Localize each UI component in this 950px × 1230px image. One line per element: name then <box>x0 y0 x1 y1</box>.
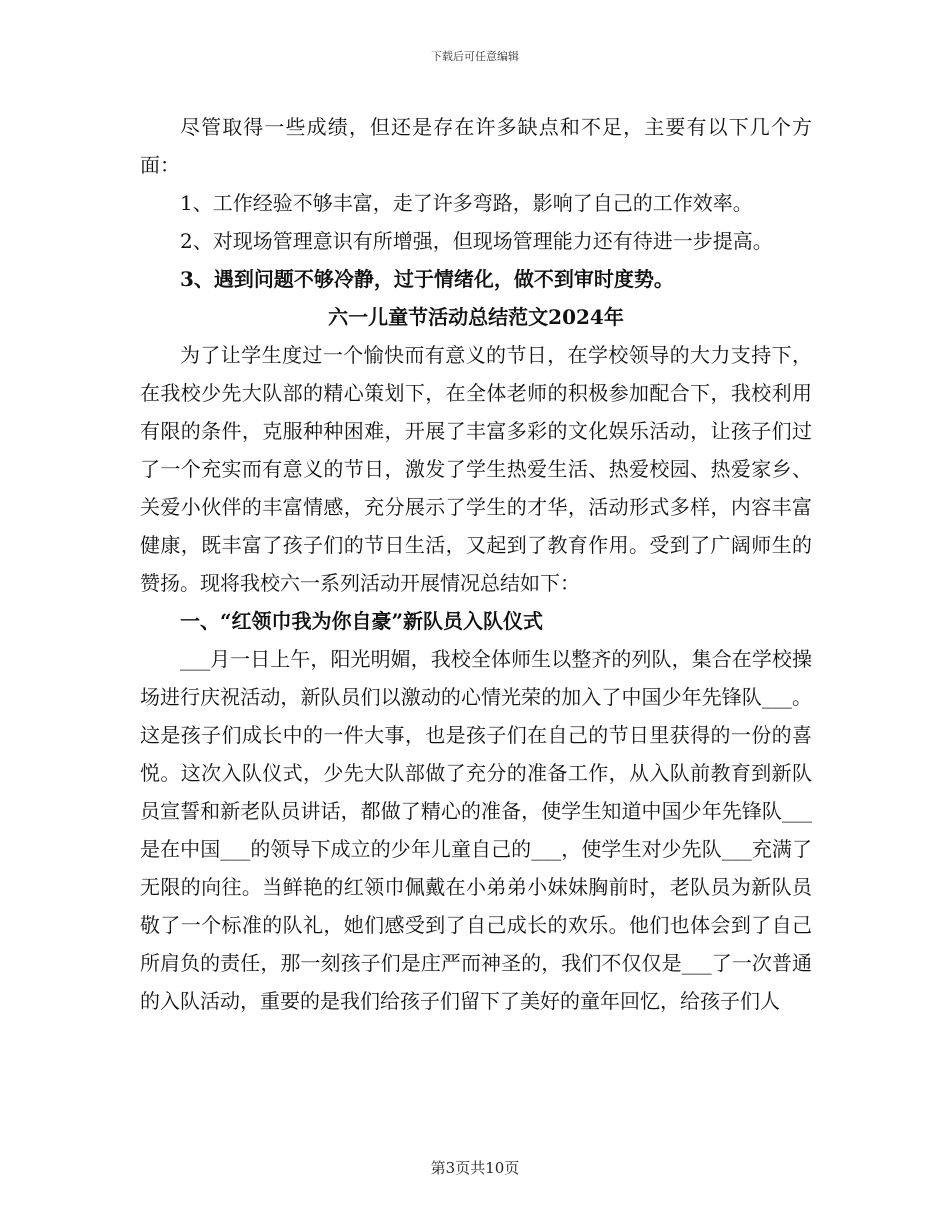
page-header-note: 下载后可任意编辑 <box>431 50 519 63</box>
page-number: 第3页共10页 <box>430 1159 520 1177</box>
document-body <box>140 108 812 1020</box>
document-title: 六一儿童节活动总结范文2024年 <box>328 305 624 329</box>
section-heading-1: 一、“红领巾我为你自豪”新队员入队仪式 <box>180 609 544 633</box>
paragraph-point-1: 1、工作经验不够丰富，走了许多弯路，影响了自己的工作效率。 <box>180 191 753 215</box>
paragraph-intro: 为了让学生度过一个愉快而有意义的节日，在学校领导的大力支持下，在我校少先大队部的精心策划下，在全体老师的积极参加配合下，我校利用有限的条件，克服种种困难，开展了丰富多彩的文化娱乐活动，让孩子们过了一个充实而有意义的节日，激发了学生热爱生活、热爱校园、热爱家乡、关爱小伙伴的丰富情感，充分展示了学生的才华，活动形式多样，内容丰富健康，既丰富了孩子们的节日生活，又起到了教育作用。受到了广阔师生的赞扬。现将我校六一系列活动开展情况总结如下： <box>140 343 812 595</box>
paragraph-section-1: ___月一日上午，阳光明媚，我校全体师生以整齐的列队，集合在学校操场进行庆祝活动，新队员们以激动的心情光荣的加入了中国少年先锋队___。这是孩子们成长中的一件大事，也是孩子们在自己的节日里获得的一份的喜悦。这次入队仪式，少先大队部做了充分的准备工作，从入队前教育到新队员宣誓和新老队员讲话，都做了精心的准备，使学生知道中国少年先锋队___是在中国___的领导下成立的少年儿童自己的___，使学生对少先队___充满了无限的向往。当鲜艳的红领巾佩戴在小弟弟小妹妹胸前时，老队员为新队员敬了一个标准的队礼，她们感受到了自己成长的欢乐。他们也体会到了自己所肩负的责任，那一刻孩子们是庄严而神圣的，我们不仅仅是___了一次普通的入队活动，重要的是我们给孩子们留下了美好的童年回忆，给孩子们人 <box>140 647 812 1013</box>
paragraph-point-2: 2、对现场管理意识有所增强，但现场管理能力还有待进一步提高。 <box>180 229 773 253</box>
paragraph-point-3: 3、遇到问题不够冷静，过于情绪化，做不到审时度势。 <box>180 267 674 291</box>
paragraph-summary: 尽管取得一些成绩，但还是存在许多缺点和不足，主要有以下几个方面： <box>140 115 812 177</box>
